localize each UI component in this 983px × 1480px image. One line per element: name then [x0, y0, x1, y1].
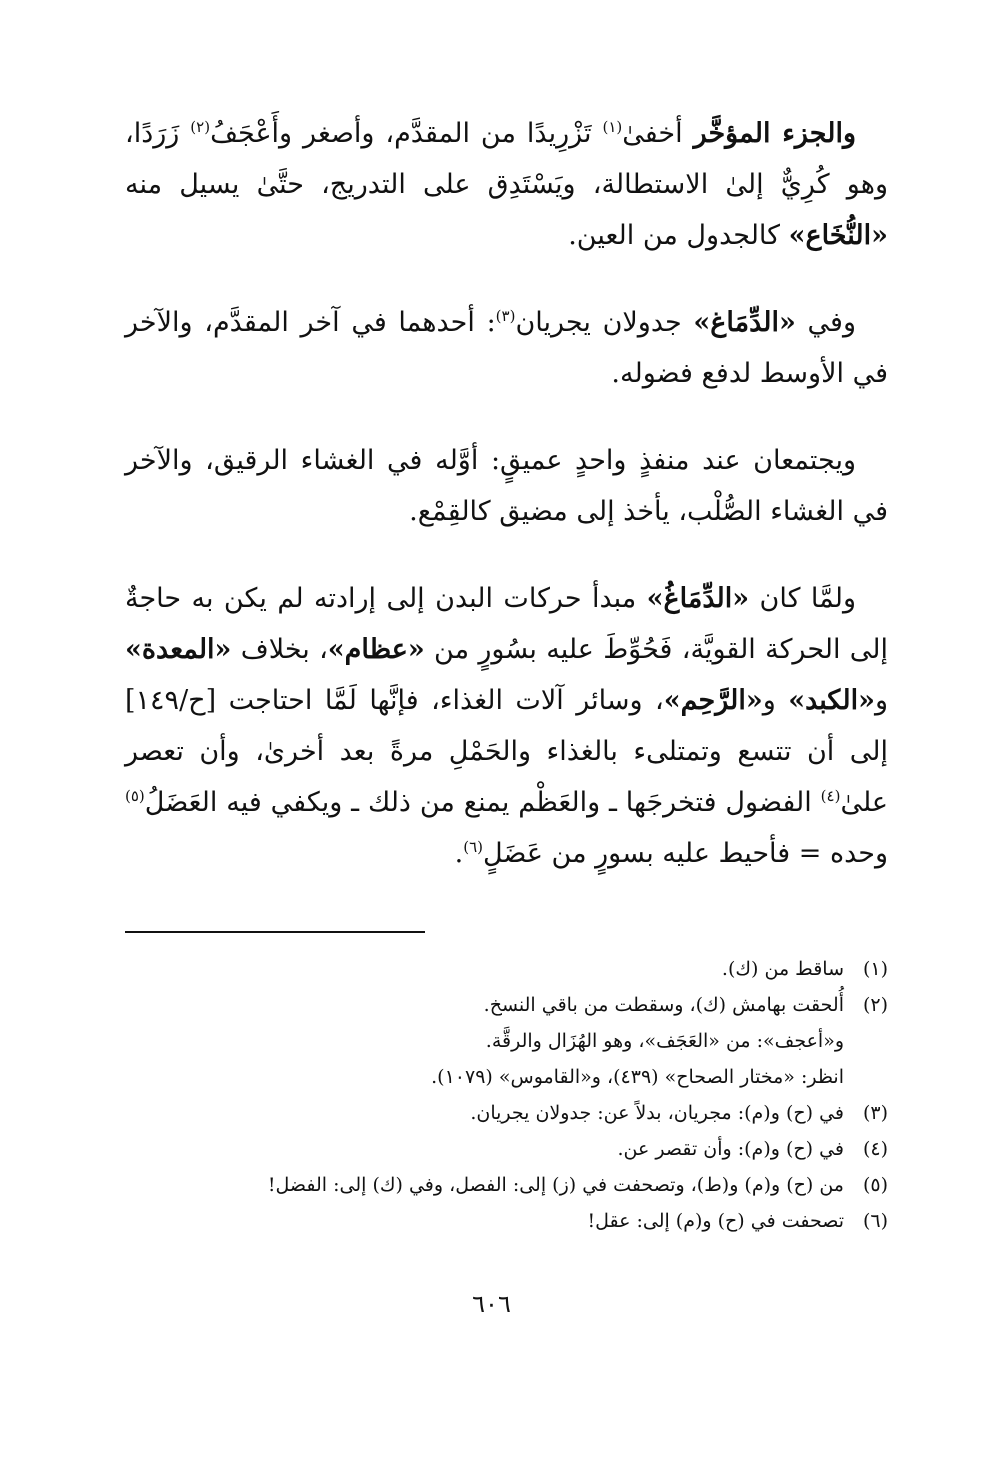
footnote-number: (٦) — [862, 1210, 888, 1232]
paragraph — [125, 297, 888, 399]
main-text — [125, 108, 888, 879]
bold-term: «الرَّحِم» — [663, 685, 763, 716]
text-run: زَرَدًا، وهو كُرِيٌّ إلىٰ الاستطالة، ويَسْتَدِق على التدريج، حتَّىٰ يسيل منه — [125, 118, 888, 200]
bold-term: «عظام» — [327, 634, 425, 665]
footnote — [125, 1203, 888, 1239]
footnote-text: أُلحقت بهامش (ك)، وسقطت من باقي النسخ. — [483, 994, 844, 1016]
footnote-number: (٤) — [862, 1138, 888, 1160]
footnote-marker: (٦) — [463, 838, 483, 856]
footnote-text: و«أعجف»: من «العَجَف»، وهو الهُزَال والرقَّة. — [485, 1030, 844, 1052]
footnote-marker: (٣) — [495, 307, 516, 325]
footnote-separator — [125, 931, 425, 933]
footnote — [125, 1167, 888, 1203]
text-run: ، وسائر آلات الغذاء، فإنَّها لَمَّا احتاجت [ح/١٤٩] إلى أن تتسع وتمتلىء بالغذاء والحَمْلِ مرةً بعد أخرىٰ، وأن تعصر علىٰ — [125, 685, 888, 818]
text-run: الفضول فتخرجَها ـ والعَظْم يمنع من ذلك ـ ويكفي فيه العَضَلُ — [144, 787, 821, 818]
footnote-text: في (ح) و(م): مجريان، بدلاً عن: جدولان يجريان. — [470, 1102, 844, 1124]
footnote-text: تصحفت في (ح) و(م) إلى: عقل! — [587, 1210, 844, 1232]
text-run: و — [874, 685, 888, 716]
text-run: وفي — [795, 307, 856, 338]
footnote-text: في (ح) و(م): وأن تقصر عن. — [617, 1138, 844, 1160]
paragraph — [125, 108, 888, 261]
bold-term: «الدِّمَاغ» — [693, 307, 796, 338]
text-run: كالجدول من العين. — [568, 220, 789, 251]
bold-term: «المعدة» — [125, 634, 232, 665]
bold-term: والجزء المؤخَّر — [693, 118, 857, 149]
text-run: جدولان يجريان — [515, 307, 694, 338]
footnote — [125, 987, 888, 1095]
footnote-text: من (ح) و(م) و(ط)، وتصحفت في (ز) إلى: الفصل، وفي (ك) إلى: الفضل! — [267, 1174, 844, 1196]
text-run: وحده = فأحيط عليه بسورٍ من عَضَلٍ — [482, 838, 888, 869]
footnote-number: (٥) — [862, 1174, 888, 1196]
text-run: . — [454, 838, 464, 869]
text-run: مبدأ حركات البدن إلى إرادته لم يكن به حاجةٌ إلى الحركة القويَّة، فَحُوِّطَ عليه بسُورٍ من — [125, 583, 889, 665]
paragraph — [125, 573, 888, 879]
footnote-marker: (٢) — [190, 118, 211, 136]
footnote-marker: (٤) — [820, 787, 841, 805]
text-run: تَزْرِيدًا من المقدَّم، وأصغر وأَعْجَفُ — [210, 118, 603, 149]
text-run: ولمَّا كان — [749, 583, 856, 614]
footnote-number: (٣) — [862, 1102, 888, 1124]
footnote — [125, 1131, 888, 1167]
bold-term: «الكبد» — [788, 685, 875, 716]
bold-term: «الدِّمَاغُ» — [646, 583, 750, 614]
footnote — [125, 951, 888, 987]
text-run: ، بخلاف — [231, 634, 328, 665]
footnote-text: انظر: «مختار الصحاح» (٤٣٩)، و«القاموس» (١٠٧٩). — [431, 1066, 844, 1088]
page-number: ٦٠٦ — [472, 1290, 511, 1318]
footnote — [125, 1095, 888, 1131]
paragraph — [125, 435, 888, 537]
footnotes — [125, 951, 888, 1239]
text-run: ويجتمعان عند منفذٍ واحدٍ عميقٍ: أوَّله في الغشاء الرقيق، والآخر في الغشاء الصُّلْب، يأخذ إلى مضيق كالقِمْع. — [125, 445, 888, 527]
footnote-text: ساقط من (ك). — [721, 958, 844, 980]
footnote-marker: (٥) — [125, 787, 145, 805]
text-run: أخفىٰ — [622, 118, 694, 149]
footnote-number: (١) — [862, 958, 888, 980]
text-run: و — [762, 685, 789, 716]
footnote-marker: (١) — [602, 118, 623, 136]
bold-term: «النُّخَاع» — [788, 220, 888, 251]
text-run: : أحدهما في آخر المقدَّم، والآخر في الأوسط لدفع فضوله. — [125, 307, 888, 389]
footnote-number: (٢) — [862, 994, 888, 1016]
